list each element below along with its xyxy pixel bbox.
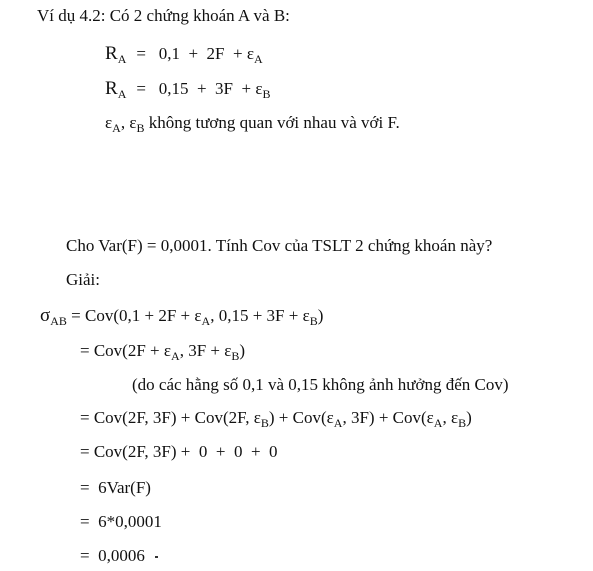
independence-note — [105, 113, 400, 133]
l4-part1: = Cov(2F, 3F) + Cov(2F, ε — [80, 408, 261, 427]
sigma-symbol: σ — [40, 305, 51, 326]
example-heading: Ví dụ 4.2: Có 2 chứng khoán A và B: — [37, 6, 290, 25]
sigma-sub: AB — [50, 314, 67, 328]
l1-part1: = Cov(0,1 + 2F + ε — [66, 306, 202, 325]
l2-part2: , 3F + ε — [179, 341, 232, 360]
l4-part5: ) — [466, 408, 472, 427]
note-eps-b: , ε — [120, 113, 137, 132]
note-eps-a: ε — [105, 113, 113, 132]
l4-part2: ) + Cov(ε — [268, 408, 334, 427]
l4-sub3: A — [433, 416, 443, 430]
l4-sub2: A — [333, 416, 343, 430]
l2-part1: = Cov(2F + ε — [80, 341, 172, 360]
l4-sub4: B — [458, 416, 467, 430]
l2-part3: ) — [239, 341, 246, 360]
eq1-lhs-sub: A — [117, 52, 127, 66]
eq2-rhs-sub: B — [262, 87, 271, 101]
solution-line-3: (do các hằng số 0,1 và 0,15 không ảnh hưởng đến Cov) — [132, 375, 509, 394]
equation-rb — [105, 79, 270, 99]
solution-line-4 — [80, 408, 472, 428]
eq1-rhs-sub: A — [253, 52, 263, 66]
l1-part3: ) — [317, 306, 324, 325]
solution-line-6: = 6Var(F) — [80, 478, 151, 497]
solution-line-1 — [40, 306, 323, 326]
solution-line-5: = Cov(2F, 3F) + 0 + 0 + 0 — [80, 442, 278, 461]
question: Cho Var(F) = 0,0001. Tính Cov của TSLT 2 chứng khoán này? — [66, 236, 493, 255]
solution-line-2 — [80, 341, 245, 361]
solution-label: Giải: — [66, 270, 100, 289]
l1-sub1: A — [201, 314, 211, 328]
eq1-rhs: = 0,1 + 2F + ε — [136, 44, 254, 63]
ink-speck — [155, 556, 158, 558]
solution-line-8: = 0,0006 — [80, 546, 145, 565]
equation-ra — [105, 44, 263, 64]
l4-part4: , ε — [442, 408, 459, 427]
l2-sub2: B — [231, 349, 240, 363]
eq2-rhs: = 0,15 + 3F + ε — [136, 79, 263, 98]
eq2-lhs: R — [105, 78, 118, 99]
l1-sub2: B — [309, 314, 318, 328]
l1-part2: , 0,15 + 3F + ε — [210, 306, 310, 325]
solution-line-7: = 6*0,0001 — [80, 512, 162, 531]
note-sub-a: A — [112, 121, 121, 135]
eq2-lhs-sub: A — [117, 87, 127, 101]
note-sub-b: B — [136, 121, 145, 135]
eq1-lhs: R — [105, 43, 118, 64]
note-text: không tương quan với nhau và với F. — [144, 113, 400, 132]
l4-sub1: B — [260, 416, 269, 430]
l4-part3: , 3F) + Cov(ε — [342, 408, 434, 427]
l2-sub1: A — [171, 349, 180, 363]
